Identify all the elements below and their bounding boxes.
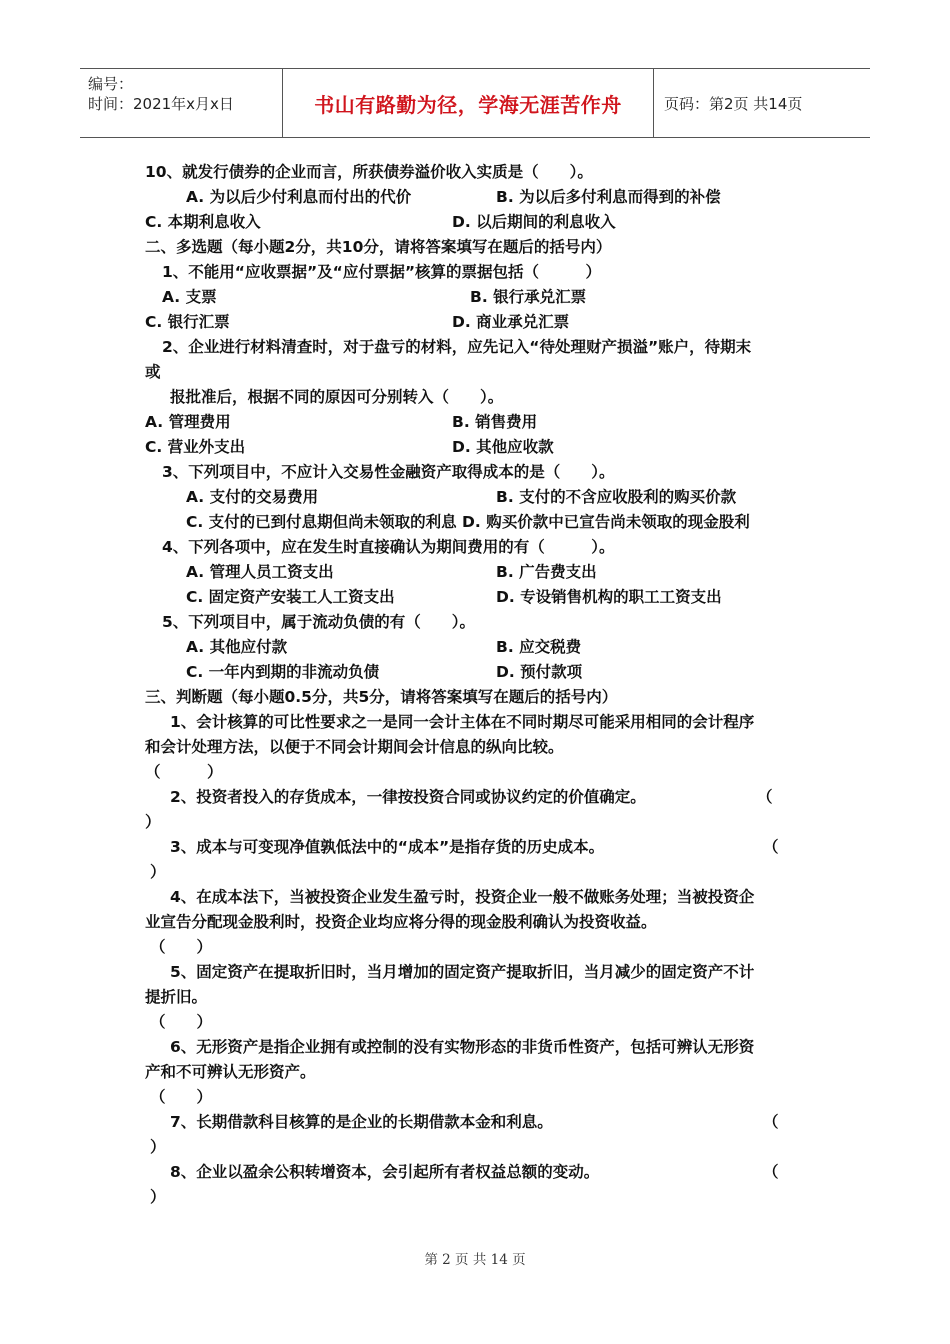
exam-text-line: （ [763,1163,779,1181]
exam-text-line: （ [763,838,779,856]
exam-text-line: 三、判断题（每小题0.5分，共5分，请将答案填写在题后的括号内） [145,688,618,706]
page-footer: 第 2 页 共 14 页 [424,1252,526,1268]
page-header [80,68,870,138]
exam-text-line: A. 管理费用 [145,413,231,431]
exam-text-line: （ ） [145,763,223,781]
exam-text-line: A. 支票 [162,288,217,306]
exam-text-line: 业宣告分配现金股利时，投资企业均应将分得的现金股利确认为投资收益。 [145,913,657,931]
exam-text-line: D. 专设销售机构的职工工资支出 [496,588,722,606]
exam-text-line: 2、投资者投入的存货成本，一律按投资合同或协议约定的价值确定。 [170,788,646,806]
exam-text-line: D. 以后期间的利息收入 [452,213,616,231]
exam-text-line: C. 本期利息收入 [145,213,261,231]
exam-text-line: A. 支付的交易费用 [186,488,319,506]
exam-text-line: 1、不能用“应收票据”及“应付票据”核算的票据包括（ ） [162,263,602,281]
exam-text-line: A. 为以后少付利息而付出的代价 [186,188,412,206]
exam-text-line: ） [150,1138,166,1156]
exam-text-line: 5、固定资产在提取折旧时，当月增加的固定资产提取折旧，当月减少的固定资产不计 [170,963,755,981]
exam-text-line: 6、无形资产是指企业拥有或控制的没有实物形态的非货币性资产，包括可辨认无形资 [170,1038,755,1056]
exam-text-line: A. 其他应付款 [186,638,288,656]
exam-text-line: D. 商业承兑汇票 [452,313,570,331]
exam-text-line: 或 [145,363,161,381]
exam-text-line: 3、成本与可变现净值孰低法中的“成本”是指存货的历史成本。 [170,838,605,856]
exam-text-line: （ ） [150,938,213,956]
exam-text-line: 2、企业进行材料清查时，对于盘亏的材料，应先记入“待处理财产损溢”账户，待期末 [162,338,752,356]
exam-text-line: 4、在成本法下，当被投资企业发生盈亏时，投资企业一般不做账务处理；当被投资企 [170,888,755,906]
exam-text-line: 8、企业以盈余公积转增资本，会引起所有者权益总额的变动。 [170,1163,600,1181]
header-slogan: 书山有路勤为径，学海无涯苦作舟 [314,92,622,117]
exam-text-line: C. 一年内到期的非流动负债 [186,663,380,681]
exam-text-line: （ ） [150,1013,213,1031]
exam-text-line: 4、下列各项中，应在发生时直接确认为期间费用的有（ ）。 [162,538,615,556]
document-date-label: 时间：2021年x月x日 [88,95,234,113]
exam-text-line: （ [763,1113,779,1131]
exam-text-line: C. 固定资产安装工人工资支出 [186,588,395,606]
exam-text-line: 10、就发行债券的企业而言，所获债券溢价收入实质是（ ）。 [145,163,593,181]
exam-text-line: 5、下列项目中，属于流动负债的有（ ）。 [162,613,476,631]
exam-text-line: A. 管理人员工资支出 [186,563,334,581]
exam-text-line: （ ） [150,1088,213,1106]
header-page-info: 页码：第2页 共14页 [664,94,803,113]
exam-text-line: 报批准后，根据不同的原因可分别转入（ ）。 [170,388,504,406]
exam-text-line: B. 广告费支出 [496,563,597,581]
exam-text-line: B. 应交税费 [496,638,582,656]
exam-text-line: 二、多选题（每小题2分，共10分，请将答案填写在题后的括号内） [145,238,612,256]
exam-text-line: 1、会计核算的可比性要求之一是同一会计主体在不同时期尽可能采用相同的会计程序 [170,713,755,731]
exam-text-line: 3、下列项目中，不应计入交易性金融资产取得成本的是（ ）。 [162,463,615,481]
exam-text-line: 产和不可辨认无形资产。 [145,1063,316,1081]
exam-text-line: C. 支付的已到付息期但尚未领取的利息 D. 购买价款中已宣告尚未领取的现金股利 [186,513,750,531]
exam-text-line: B. 为以后多付利息而得到的补偿 [496,188,721,206]
exam-text-line: 7、长期借款科目核算的是企业的长期借款本金和利息。 [170,1113,553,1131]
exam-text-line: B. 销售费用 [452,413,538,431]
exam-text-line: C. 营业外支出 [145,438,246,456]
exam-text-line: 和会计处理方法，以便于不同会计期间会计信息的纵向比较。 [145,738,564,756]
header-slogan-cell [283,69,654,137]
exam-text-line: （ [757,788,773,806]
header-page-cell [654,69,870,137]
exam-text-line: ） [150,1188,166,1206]
exam-text-line: D. 其他应收款 [452,438,554,456]
exam-text-line: ） [150,863,166,881]
exam-text-line: ） [145,813,161,831]
exam-text-line: B. 银行承兑汇票 [470,288,587,306]
header-meta-cell [80,69,283,137]
document-number-label: 编号： [88,75,134,93]
exam-text-line: B. 支付的不含应收股利的购买价款 [496,488,737,506]
exam-text-line: D. 预付款项 [496,663,583,681]
exam-text-line: C. 银行汇票 [145,313,230,331]
exam-text-line: 提折旧。 [145,988,208,1006]
